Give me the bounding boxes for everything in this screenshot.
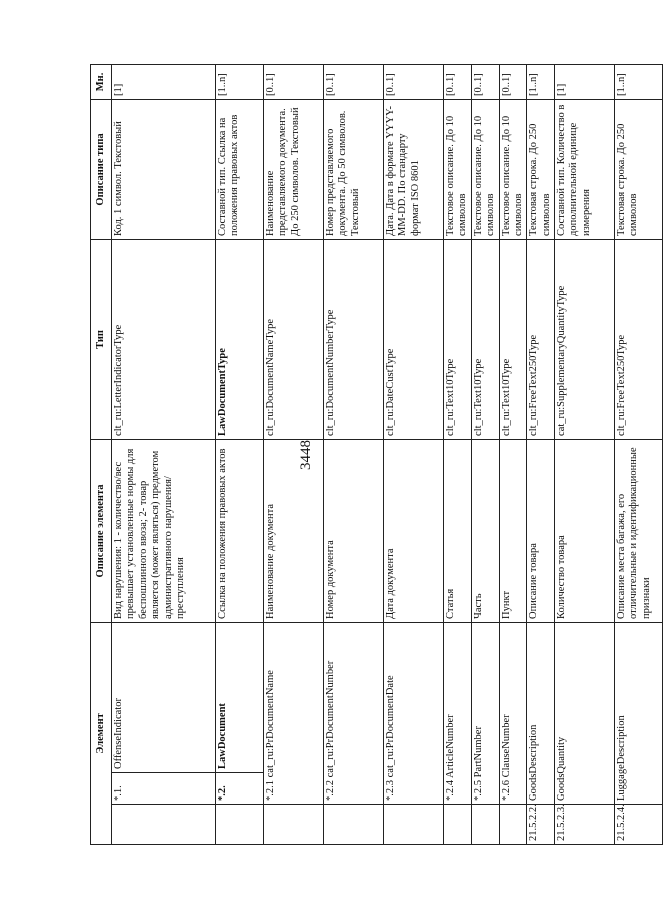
code-cell — [499, 805, 527, 845]
element-description-cell: Описание товара — [527, 439, 555, 622]
page-number: 3448 — [298, 440, 314, 470]
level-code: *.2.3 — [385, 780, 396, 801]
element-description-cell: Пункт — [499, 439, 527, 622]
level-code: *.2.1 — [265, 780, 276, 801]
code-cell — [384, 805, 444, 845]
element-name: cat_ru:PrDocumentName — [265, 670, 276, 778]
type-description-cell: Текстовая строка. До 250 символов — [527, 99, 555, 239]
table-row — [527, 64, 555, 844]
header-type: Тип — [91, 239, 112, 439]
table-row — [324, 64, 384, 844]
rotated-table-container — [90, 65, 652, 845]
table-row — [499, 64, 527, 844]
type-description-cell: Текстовое описание. До 10 символов — [499, 99, 527, 239]
element-name: PartNumber — [472, 726, 484, 778]
element-name-cell — [264, 622, 324, 804]
type-cell: clt_ru:DocumentNumberType — [324, 239, 384, 439]
level-code: *.2.2 — [325, 780, 336, 801]
element-name-cell — [324, 622, 384, 804]
code-cell — [112, 805, 216, 845]
element-name: cat_ru:PrDocumentNumber — [325, 660, 336, 778]
multiplicity-cell: [0..1] — [264, 64, 324, 99]
multiplicity-cell: [0..1] — [324, 64, 384, 99]
level-code-cell: *.1. — [112, 773, 216, 805]
element-name-cell — [384, 622, 444, 804]
element-description-cell: Статья — [444, 439, 472, 622]
level-code-cell: *.2. — [216, 773, 264, 805]
type-description-cell: Дата. Дата в формате YYYY-MM-DD. По стандарту формат ISO 8601 — [384, 99, 444, 239]
element-name-cell — [499, 622, 527, 804]
table-row — [471, 64, 499, 844]
element-name-cell: LawDocument — [216, 622, 264, 772]
table-row — [444, 64, 472, 844]
element-description-cell: Номер документа — [324, 439, 384, 622]
table-row — [615, 64, 663, 844]
type-description-cell: Текстовое описание. До 10 символов — [444, 99, 472, 239]
multiplicity-cell: [0..1] — [471, 64, 499, 99]
element-description-cell: Вид нарушения: 1 - количество/вес превышает установленные нормы для беспошлинного ввоза; 2- товар является (может являться) предметом административного нарушения/преступления — [112, 439, 216, 622]
type-cell: cat_ru:SupplementaryQuantityType — [555, 239, 615, 439]
type-description-cell: Составной тип. Количество в дополнительной единице измерения — [555, 99, 615, 239]
level-code: *.2.5 — [472, 780, 484, 801]
multiplicity-cell: [1] — [555, 64, 615, 99]
element-name-cell: LuggageDescription — [615, 622, 663, 804]
element-description-cell: Часть — [471, 439, 499, 622]
element-description-cell: Ссылка на положения правовых актов — [216, 439, 264, 622]
element-name-cell: GoodsQuantity — [555, 622, 615, 804]
element-description-cell: Наименование документа — [264, 439, 324, 622]
type-description-cell: Составной тип. Ссылка на положения правовых актов — [216, 99, 264, 239]
code-cell — [216, 805, 264, 845]
code-cell — [471, 805, 499, 845]
type-description-cell: Номер представляемого документа. До 50 символов. Текстовый — [324, 99, 384, 239]
type-description-cell: Код. 1 символ. Текстовый — [112, 99, 216, 239]
code-cell — [264, 805, 324, 845]
table-header-row — [91, 64, 112, 844]
table-row — [384, 64, 444, 844]
multiplicity-cell: [0..1] — [499, 64, 527, 99]
multiplicity-cell: [0..1] — [444, 64, 472, 99]
element-name-cell — [471, 622, 499, 804]
table-row — [112, 64, 216, 844]
multiplicity-cell: [0..1] — [384, 64, 444, 99]
type-cell: clt_ru:DateCustType — [384, 239, 444, 439]
type-cell: clt_ru:FreeText250Type — [527, 239, 555, 439]
header-element: Элемент — [91, 622, 112, 844]
table-row — [264, 64, 324, 844]
multiplicity-cell: [1..n] — [527, 64, 555, 99]
type-cell: clt_ru:Text10Type — [499, 239, 527, 439]
element-description-cell: Количество товара — [555, 439, 615, 622]
multiplicity-cell: [1..n] — [216, 64, 264, 99]
type-cell: LawDocumentType — [216, 239, 264, 439]
type-description-cell: Текстовое описание. До 10 символов — [471, 99, 499, 239]
header-type-description: Описание типа — [91, 99, 112, 239]
code-cell: 21.5.2.4. — [615, 805, 663, 845]
element-name: cat_ru:PrDocumentDate — [385, 675, 396, 778]
element-table — [90, 64, 663, 845]
level-code: *.2.6 — [500, 780, 512, 801]
element-name: ArticleNumber — [445, 714, 456, 778]
type-cell: clt_ru:LetterIndicatorType — [112, 239, 216, 439]
element-name-cell: OffenseIndicator — [112, 622, 216, 772]
element-description-cell: Описание места багажа, его отличительные и идентификационные признаки — [615, 439, 663, 622]
type-cell: clt_ru:Text10Type — [471, 239, 499, 439]
element-name-cell: GoodsDescription — [527, 622, 555, 804]
type-description-cell: Наименование представляемого документа. До 250 символов. Текстовый — [264, 99, 324, 239]
code-cell: 21.5.2.3. — [555, 805, 615, 845]
multiplicity-cell: [1] — [112, 64, 216, 99]
code-cell — [324, 805, 384, 845]
element-name: ClauseNumber — [500, 714, 512, 778]
table-row — [216, 64, 264, 844]
element-description-cell: Дата документа — [384, 439, 444, 622]
type-cell: clt_ru:Text10Type — [444, 239, 472, 439]
table-row — [555, 64, 615, 844]
header-multiplicity: Мн. — [91, 64, 112, 99]
code-cell: 21.5.2.2. — [527, 805, 555, 845]
type-description-cell: Текстовая строка. До 250 символов — [615, 99, 663, 239]
type-cell: clt_ru:DocumentNameType — [264, 239, 324, 439]
header-description: Описание элемента — [91, 439, 112, 622]
element-name-cell — [444, 622, 472, 804]
type-cell: clt_ru:FreeText250Type — [615, 239, 663, 439]
multiplicity-cell: [1..n] — [615, 64, 663, 99]
code-cell — [444, 805, 472, 845]
level-code: *.2.4 — [445, 780, 456, 801]
